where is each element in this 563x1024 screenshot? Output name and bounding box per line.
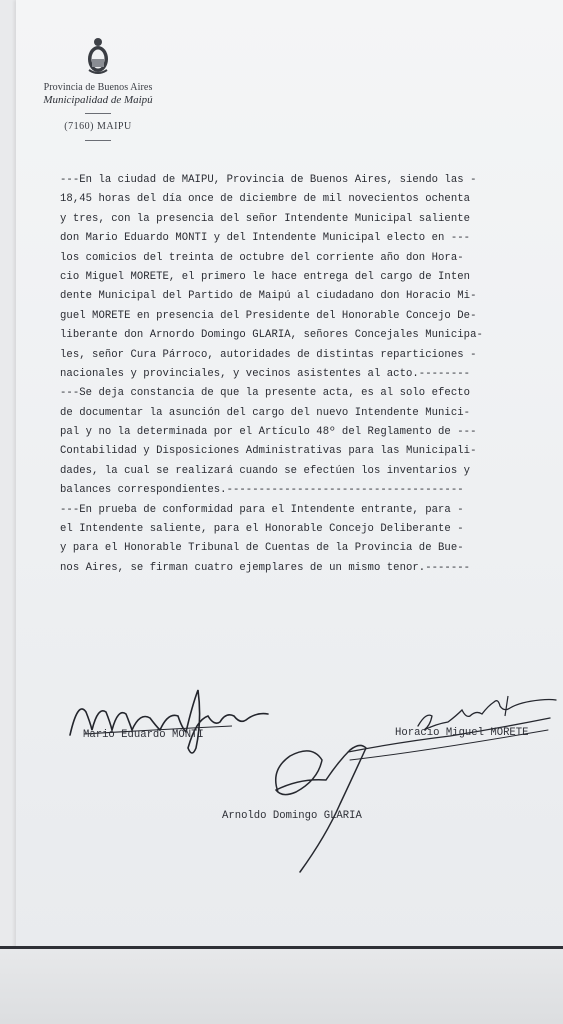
body-line: dades, la cual se realizará cuando se efectúen los inventarios y bbox=[60, 464, 471, 477]
letterhead-province: Provincia de Buenos Aires bbox=[43, 82, 153, 93]
body-line: los comicios del treinta de octubre del corriente año don Hora- bbox=[60, 251, 464, 264]
signature-name-left: Mario Eduardo MONTI bbox=[83, 729, 204, 741]
body-line: cio Miguel MORETE, el primero le hace entrega del cargo de Inten bbox=[60, 270, 471, 283]
signature-name-center: Arnoldo Domingo GLARIA bbox=[222, 810, 362, 822]
letterhead-municipality: Municipalidad de Maipú bbox=[43, 94, 153, 106]
body-line: dente Municipal del Partido de Maipú al ciudadano don Horacio Mi- bbox=[60, 290, 477, 303]
body-line: les, señor Cura Párroco, autoridades de distintas reparticiones - bbox=[60, 348, 477, 361]
body-line: Contabilidad y Disposiciones Administrativas para las Municipali- bbox=[60, 445, 477, 458]
letterhead-postal-code: (7160) MAIPU bbox=[64, 121, 132, 132]
body-line: ---En prueba de conformidad para el Intendente entrante, para - bbox=[60, 503, 464, 516]
body-line: 18,45 horas del día once de diciembre de mil novecientos ochenta bbox=[60, 193, 471, 206]
body-line: y para el Honorable Tribunal de Cuentas de la Provincia de Bue- bbox=[60, 542, 464, 555]
signature-glaria bbox=[276, 745, 366, 872]
background-surface bbox=[0, 949, 563, 1024]
signature-name-right: Horacio Miguel MORETE bbox=[395, 727, 529, 739]
body-line: liberante don Arnordo Domingo GLARIA, señores Concejales Municipa- bbox=[60, 329, 483, 342]
body-line: pal y no la determinada por el Artículo 48º del Reglamento de --- bbox=[60, 426, 477, 439]
body-line: ---En la ciudad de MAIPU, Provincia de Buenos Aires, siendo las - bbox=[60, 174, 477, 186]
body-line: el Intendente saliente, para el Honorable Concejo Deliberante - bbox=[60, 523, 464, 536]
body-line: nacionales y provinciales, y vecinos asistentes al acto.-------- bbox=[60, 367, 471, 380]
signature-monti bbox=[70, 690, 268, 753]
body-line: guel MORETE en presencia del Presidente del Honorable Concejo De- bbox=[60, 309, 477, 322]
body-line: don Mario Eduardo MONTI y del Intendente Municipal electo en --- bbox=[60, 232, 471, 245]
body-line: ---Se deja constancia de que la presente acta, es al solo efecto bbox=[60, 387, 471, 400]
signature-morete bbox=[418, 700, 556, 731]
body-line: y tres, con la presencia del señor Intendente Municipal saliente bbox=[60, 212, 471, 225]
body-line: de documentar la asunción del cargo del nuevo Intendente Munici- bbox=[60, 406, 471, 419]
body-line: balances correspondientes.------------------------------------- bbox=[60, 484, 464, 497]
body-line: nos Aires, se firman cuatro ejemplares de un mismo tenor.------- bbox=[60, 561, 471, 574]
